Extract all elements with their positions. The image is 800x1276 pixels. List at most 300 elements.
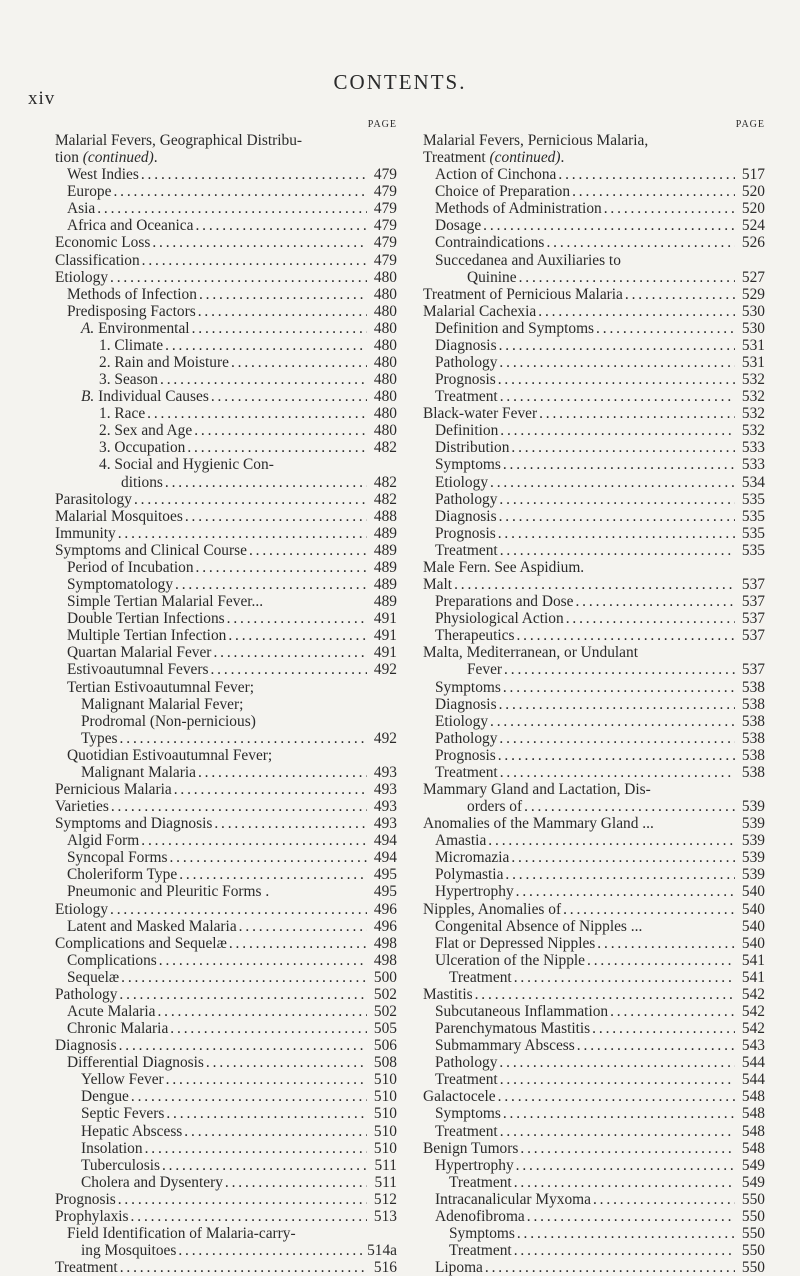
toc-entry-title: Complications xyxy=(67,951,157,969)
toc-entry xyxy=(55,730,397,747)
toc-entry-title: Polymastia xyxy=(435,866,504,884)
toc-entry xyxy=(423,644,765,661)
dot-leader xyxy=(516,627,735,644)
toc-entry-title: Malignant Malarial Fever; xyxy=(81,695,244,713)
dot-leader xyxy=(120,730,367,747)
toc-entry-title: Fever xyxy=(467,661,503,679)
dot-leader xyxy=(157,1003,367,1020)
toc-entry-title: Ulceration of the Nipple xyxy=(435,951,586,969)
dot-leader xyxy=(498,1088,735,1105)
toc-entry xyxy=(55,969,397,986)
toc-entry-title: 3. Occupation xyxy=(99,439,186,457)
toc-entry-title: Treatment xyxy=(449,1242,512,1260)
dot-leader xyxy=(566,610,735,627)
toc-entry-title: Congenital Absence of Nipples ... xyxy=(435,917,643,935)
toc-entry-page: 550 xyxy=(741,1242,765,1260)
toc-entry xyxy=(55,610,397,627)
toc-entry-page: 537 xyxy=(741,576,765,594)
toc-entry-title: Choleriform Type xyxy=(67,866,178,884)
toc-entry-page: 495 xyxy=(373,883,397,901)
toc-entry-page: 510 xyxy=(373,1088,397,1106)
dot-leader xyxy=(524,798,735,815)
dot-leader xyxy=(488,832,735,849)
toc-entry-title: 1. Climate xyxy=(99,336,164,354)
toc-entry xyxy=(55,918,397,935)
toc-entry-page: 535 xyxy=(741,541,765,559)
toc-entry-page: 520 xyxy=(741,200,765,218)
dot-leader xyxy=(577,1037,735,1054)
toc-entries-right xyxy=(423,132,765,1276)
toc-entry xyxy=(55,832,397,849)
toc-entry-page: 510 xyxy=(373,1071,397,1089)
toc-entry-page: 539 xyxy=(741,815,765,833)
toc-entry xyxy=(55,354,397,371)
toc-entry xyxy=(423,337,765,354)
toc-entry-title: Malta, Mediterranean, or Undulant xyxy=(423,644,638,662)
dot-leader xyxy=(527,1208,735,1225)
toc-entry-page: 494 xyxy=(373,832,397,850)
toc-entry xyxy=(55,474,397,491)
toc-entry-page: 550 xyxy=(741,1190,765,1208)
toc-entry-page: 529 xyxy=(741,285,765,303)
toc-entry-page: 537 xyxy=(741,610,765,628)
dot-leader xyxy=(519,269,735,286)
toc-entry-title: Malignant Malaria xyxy=(81,763,196,781)
toc-entry xyxy=(55,132,397,149)
toc-entry-title: orders of xyxy=(467,798,523,816)
toc-entry xyxy=(423,747,765,764)
toc-entry-title: Malt xyxy=(423,576,453,594)
toc-entry xyxy=(55,388,397,405)
toc-entries-left xyxy=(55,132,397,1276)
toc-entry-title: Parasitology xyxy=(55,490,132,508)
toc-column-left xyxy=(55,117,397,1276)
toc-entry-page: 493 xyxy=(373,815,397,833)
toc-entry-title: West Indies xyxy=(67,166,139,184)
toc-entry-page: 539 xyxy=(741,866,765,884)
toc-entry-title: Adenofibroma xyxy=(435,1207,525,1225)
dot-leader xyxy=(503,679,735,696)
toc-entry-title: Amastia xyxy=(435,832,487,850)
dot-leader xyxy=(593,1191,735,1208)
toc-entry xyxy=(55,183,397,200)
toc-entry-title: Mastitis xyxy=(423,985,473,1003)
toc-entry xyxy=(423,1020,765,1037)
toc-entry xyxy=(423,1088,765,1105)
toc-entry-page: 540 xyxy=(741,934,765,952)
toc-entry xyxy=(423,491,765,508)
dot-leader xyxy=(198,764,367,781)
toc-entry xyxy=(55,815,397,832)
toc-entry-page: 511 xyxy=(374,1173,397,1191)
dot-leader xyxy=(229,935,367,952)
toc-entry-page: 533 xyxy=(741,439,765,457)
toc-entry-title: Simple Tertian Malarial Fever... xyxy=(67,593,264,611)
dot-leader xyxy=(514,1174,735,1191)
toc-entry-title: Flat or Depressed Nipples xyxy=(435,934,596,952)
toc-entry xyxy=(55,303,397,320)
toc-entry-page: 535 xyxy=(741,490,765,508)
toc-entry-title: Symptoms xyxy=(435,456,501,474)
toc-entry-title: Cholera and Dysentery xyxy=(81,1173,223,1191)
toc-entry-title: Diagnosis xyxy=(55,1037,117,1055)
dot-leader xyxy=(225,1174,367,1191)
toc-entry-title: Nipples, Anomalies of xyxy=(423,900,562,918)
toc-entry-page: 491 xyxy=(373,627,397,645)
toc-entry xyxy=(423,1259,765,1276)
toc-entry-page: 496 xyxy=(373,917,397,935)
toc-entry-page: 538 xyxy=(741,729,765,747)
toc-entry-title: Africa and Oceanica xyxy=(67,217,194,235)
toc-entry-page: 549 xyxy=(741,1173,765,1191)
dot-leader xyxy=(563,901,735,918)
dot-leader xyxy=(249,542,367,559)
toc-entry-title: Hepatic Abscess xyxy=(81,1122,183,1140)
dot-leader xyxy=(162,1157,367,1174)
toc-entry-page: 489 xyxy=(373,558,397,576)
toc-entry xyxy=(55,764,397,781)
toc-entry-title: Treatment xyxy=(435,763,498,781)
toc-entry xyxy=(423,713,765,730)
toc-entry-page: 538 xyxy=(741,746,765,764)
toc-entry-title: Economic Loss xyxy=(55,234,151,252)
toc-entry-page: 480 xyxy=(373,268,397,286)
toc-entry-page: 532 xyxy=(741,422,765,440)
toc-entry-title: Hypertrophy xyxy=(435,1156,514,1174)
toc-entry xyxy=(55,1259,397,1276)
toc-entry-title: Quartan Malarial Fever xyxy=(67,644,212,662)
dot-leader xyxy=(169,849,367,866)
dot-leader xyxy=(539,405,735,422)
dot-leader xyxy=(142,252,367,269)
dot-leader xyxy=(131,1208,367,1225)
dot-leader xyxy=(499,337,735,354)
toc-entry-page: 532 xyxy=(741,371,765,389)
toc-entry xyxy=(55,1054,397,1071)
toc-entry-page: 480 xyxy=(373,354,397,372)
toc-entry-title: Parenchymatous Mastitis xyxy=(435,1020,591,1038)
toc-entry-page: 506 xyxy=(373,1037,397,1055)
toc-entry-title: Treatment xyxy=(435,1071,498,1089)
dot-leader xyxy=(166,1105,367,1122)
toc-entry-page: 526 xyxy=(741,234,765,252)
dot-leader xyxy=(160,371,367,388)
dot-leader xyxy=(511,439,735,456)
dot-leader xyxy=(625,286,735,303)
toc-entry-page: 491 xyxy=(373,610,397,628)
toc-entry-title: Varieties xyxy=(55,798,109,816)
toc-entry-page: 532 xyxy=(741,405,765,423)
toc-entry xyxy=(55,252,397,269)
toc-entry-page: 479 xyxy=(373,183,397,201)
dot-leader xyxy=(239,918,367,935)
toc-entry xyxy=(55,1105,397,1122)
toc-entry-title: Pathology xyxy=(435,490,498,508)
dot-leader xyxy=(610,1003,735,1020)
toc-entry-title: Acute Malaria xyxy=(67,1002,156,1020)
toc-entry xyxy=(55,935,397,952)
toc-entry-title: Prognosis xyxy=(435,524,496,542)
toc-entry-page: 480 xyxy=(373,319,397,337)
dot-leader xyxy=(120,1259,367,1276)
toc-entry xyxy=(423,166,765,183)
dot-leader xyxy=(159,952,367,969)
toc-entry-page: 479 xyxy=(373,217,397,235)
toc-entry xyxy=(55,679,397,696)
toc-entry xyxy=(423,200,765,217)
toc-entry xyxy=(423,627,765,644)
dot-leader xyxy=(592,1020,735,1037)
toc-entry-title: Distribution xyxy=(435,439,510,457)
toc-entry xyxy=(55,508,397,525)
toc-entry xyxy=(55,1037,397,1054)
toc-entry xyxy=(55,286,397,303)
dot-leader xyxy=(192,320,367,337)
dot-leader xyxy=(498,371,735,388)
toc-entry xyxy=(55,217,397,234)
toc-entry-page: 539 xyxy=(741,849,765,867)
toc-entry xyxy=(423,525,765,542)
toc-entry xyxy=(55,559,397,576)
toc-entry xyxy=(55,644,397,661)
toc-entry xyxy=(423,1054,765,1071)
dot-leader xyxy=(185,508,367,525)
toc-entry-title: Malarial Mosquitoes xyxy=(55,507,183,525)
toc-entry-page: 537 xyxy=(741,661,765,679)
dot-leader xyxy=(206,1054,367,1071)
toc-entry xyxy=(423,354,765,371)
toc-entry xyxy=(55,422,397,439)
toc-entry-title: Prognosis xyxy=(435,371,496,389)
toc-entry-title: Tuberculosis xyxy=(81,1156,160,1174)
toc-entry-title: Preparations and Dose xyxy=(435,593,574,611)
toc-entry-title: Pathology xyxy=(435,1054,498,1072)
toc-entry-page: 489 xyxy=(373,524,397,542)
toc-entry-page: 480 xyxy=(373,302,397,320)
dot-leader xyxy=(170,1020,367,1037)
toc-entry-title: Diagnosis xyxy=(435,336,497,354)
dot-leader xyxy=(597,935,735,952)
toc-entry-page: 550 xyxy=(741,1225,765,1242)
toc-entry xyxy=(423,730,765,747)
toc-entry-title: Male Fern. See Aspidium. xyxy=(423,558,585,576)
toc-entry-title: Double Tertian Infections xyxy=(67,610,225,628)
toc-entry xyxy=(55,149,397,166)
dot-leader xyxy=(500,388,735,405)
toc-entry-page: 524 xyxy=(741,217,765,235)
toc-entry-page: 493 xyxy=(373,763,397,781)
toc-entry-title: Syncopal Forms xyxy=(67,849,168,867)
toc-entry-title: Treatment xyxy=(435,541,498,559)
toc-entry-page: 479 xyxy=(373,234,397,252)
toc-entry xyxy=(423,935,765,952)
toc-entry-title: Quotidian Estivoautumnal Fever; xyxy=(67,746,273,764)
dot-leader xyxy=(516,883,735,900)
dot-leader xyxy=(587,952,735,969)
toc-entry xyxy=(55,1157,397,1174)
toc-entry-title: Lipoma xyxy=(435,1259,483,1276)
dot-leader xyxy=(499,508,735,525)
toc-entry xyxy=(423,679,765,696)
toc-entry-title: Sequelæ xyxy=(67,968,120,986)
running-head: CONTENTS. xyxy=(333,70,467,94)
toc-entry-page: 489 xyxy=(373,541,397,559)
toc-entry-title: B. Individual Causes xyxy=(81,388,209,406)
toc-entry-page: 489 xyxy=(373,593,397,611)
toc-entry-page: 548 xyxy=(741,1122,765,1140)
dot-leader xyxy=(558,166,735,183)
dot-leader xyxy=(131,1088,367,1105)
dot-leader xyxy=(500,764,735,781)
toc-entry-title: Etiology xyxy=(55,900,109,918)
toc-entry-title: 4. Social and Hygienic Con- xyxy=(99,456,274,474)
toc-entry xyxy=(423,1140,765,1157)
toc-entry-page: 493 xyxy=(373,798,397,816)
dot-leader xyxy=(228,627,367,644)
toc-entry-title: Action of Cinchona xyxy=(435,166,557,184)
toc-entry xyxy=(423,1157,765,1174)
toc-entry-page: 496 xyxy=(373,900,397,918)
dot-leader xyxy=(179,866,367,883)
toc-entry xyxy=(55,337,397,354)
toc-entry-page: 531 xyxy=(741,336,765,354)
toc-entry-title: Symptoms xyxy=(435,678,501,696)
toc-entry-page: 530 xyxy=(741,319,765,337)
toc-entry-page: 535 xyxy=(741,524,765,542)
toc-entry-title: Symptoms and Clinical Course xyxy=(55,541,247,559)
dot-leader xyxy=(110,901,367,918)
toc-entry xyxy=(423,1105,765,1122)
dot-leader xyxy=(454,576,735,593)
toc-entry xyxy=(55,1225,397,1242)
dot-leader xyxy=(195,217,367,234)
toc-entry-title: Algid Form xyxy=(67,832,140,850)
toc-entry xyxy=(423,269,765,286)
toc-entry-title: Submammary Abscess xyxy=(435,1037,575,1055)
dot-leader xyxy=(119,1037,367,1054)
toc-entry-page: 540 xyxy=(741,917,765,935)
toc-entry xyxy=(423,1037,765,1054)
toc-entry xyxy=(423,849,765,866)
toc-entry xyxy=(423,610,765,627)
toc-entry-title: Etiology xyxy=(435,473,489,491)
toc-entry-page: 516 xyxy=(373,1259,397,1276)
dot-leader xyxy=(500,422,735,439)
toc-entry-title: Tertian Estivoautumnal Fever; xyxy=(67,678,254,696)
dot-leader xyxy=(572,183,735,200)
toc-entry-title: 2. Sex and Age xyxy=(99,422,193,440)
toc-entry-page: 502 xyxy=(373,985,397,1003)
toc-entry-title: 3. Season xyxy=(99,371,158,389)
toc-entry-page: 527 xyxy=(741,268,765,286)
column-header: PAGE xyxy=(367,119,397,130)
toc-entry-page: 550 xyxy=(741,1259,765,1276)
toc-entry-title: Types xyxy=(81,729,118,747)
dot-leader xyxy=(213,644,367,661)
toc-entry-page: 500 xyxy=(373,968,397,986)
toc-entry-title: ditions xyxy=(121,473,163,491)
toc-entry xyxy=(55,491,397,508)
toc-entry xyxy=(423,901,765,918)
toc-entry xyxy=(423,1123,765,1140)
toc-entry-title: Hypertrophy xyxy=(435,883,514,901)
dot-leader xyxy=(503,456,735,473)
toc-entry-title: Diagnosis xyxy=(435,695,497,713)
toc-entry-title: Dengue xyxy=(81,1088,129,1106)
toc-entry-page: 542 xyxy=(741,1020,765,1038)
dot-leader xyxy=(604,200,735,217)
dot-leader xyxy=(211,388,367,405)
toc-entry-page: 480 xyxy=(373,422,397,440)
toc-entry-page: 541 xyxy=(741,951,765,969)
toc-entry xyxy=(55,1003,397,1020)
toc-entry-title: Asia xyxy=(67,200,96,218)
toc-entry-title: Benign Tumors xyxy=(423,1139,519,1157)
toc-entry-page: 538 xyxy=(741,695,765,713)
dot-leader xyxy=(498,525,735,542)
page-number: xiv xyxy=(28,88,56,109)
dot-leader xyxy=(575,593,735,610)
toc-entry xyxy=(423,149,765,166)
toc-entry xyxy=(423,474,765,491)
toc-entry-title: Yellow Fever xyxy=(81,1071,164,1089)
toc-entry-title: Estivoautumnal Fevers xyxy=(67,661,209,679)
toc-entry-page: 517 xyxy=(741,166,765,184)
toc-entry xyxy=(423,1191,765,1208)
toc-entry xyxy=(423,986,765,1003)
dot-leader xyxy=(187,439,367,456)
dot-leader xyxy=(166,1071,367,1088)
toc-entry-page: 480 xyxy=(373,285,397,303)
dot-leader xyxy=(520,1140,735,1157)
dot-leader xyxy=(199,286,367,303)
toc-entry xyxy=(423,542,765,559)
toc-entry-page: 544 xyxy=(741,1054,765,1072)
toc-entry-title: Treatment xyxy=(449,968,512,986)
dot-leader xyxy=(147,405,367,422)
toc-entry xyxy=(55,849,397,866)
toc-entry-title: Methods of Administration xyxy=(435,200,602,218)
toc-entry-title: Anomalies of the Mammary Gland ... xyxy=(423,815,654,833)
toc-entry xyxy=(55,456,397,473)
dot-leader xyxy=(516,1157,735,1174)
toc-entry-title: Definition xyxy=(435,422,499,440)
toc-entry-title: Treatment of Pernicious Malaria xyxy=(423,285,623,303)
dot-leader xyxy=(121,969,367,986)
dot-leader xyxy=(596,320,735,337)
toc-entry-page: 493 xyxy=(373,780,397,798)
toc-entry-page: 538 xyxy=(741,678,765,696)
toc-entry-title: 1. Race xyxy=(99,405,146,423)
toc-entry-page: 482 xyxy=(373,439,397,457)
dot-leader xyxy=(111,798,367,815)
toc-entry-page: 549 xyxy=(741,1156,765,1174)
toc-entry-page: 489 xyxy=(373,576,397,594)
toc-entry-title: Complications and Sequelæ xyxy=(55,934,227,952)
toc-entry-title: Period of Incubation xyxy=(67,558,194,576)
toc-entry-page: 498 xyxy=(373,951,397,969)
toc-entry-page: 548 xyxy=(741,1139,765,1157)
toc-entry xyxy=(55,593,397,610)
toc-entry-title: Predisposing Factors xyxy=(67,302,196,320)
toc-entry xyxy=(423,183,765,200)
toc-entry-page: 480 xyxy=(373,388,397,406)
dot-leader xyxy=(498,747,735,764)
dot-leader xyxy=(475,986,735,1003)
dot-leader xyxy=(134,491,367,508)
toc-entry-page: 520 xyxy=(741,183,765,201)
toc-entry-page: 548 xyxy=(741,1105,765,1123)
